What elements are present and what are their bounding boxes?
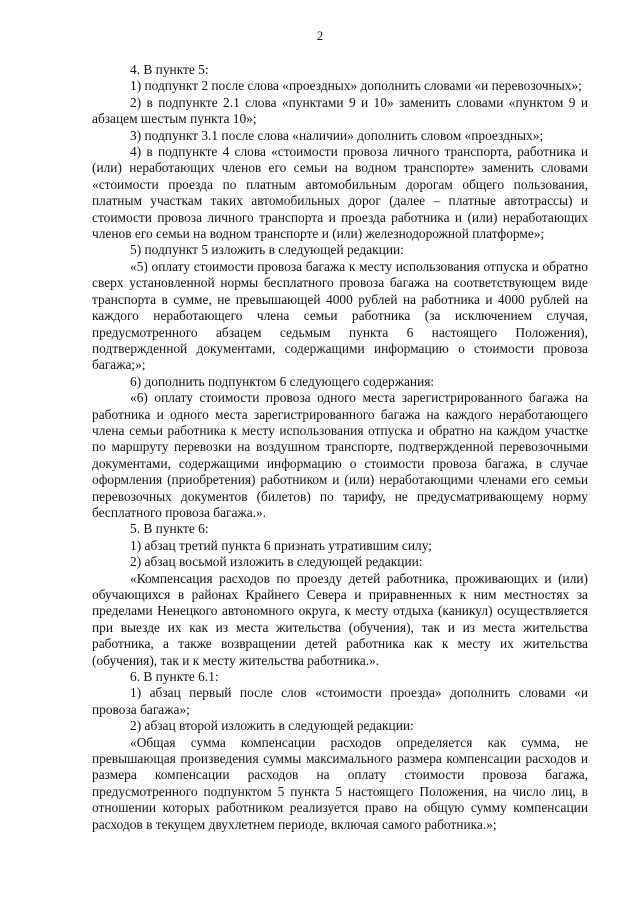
document-body [92, 62, 588, 833]
paragraph: 1) абзац первый после слов «стоимости проезда» дополнить словами «и провоза багажа»; [92, 685, 588, 717]
paragraph: 2) в подпункте 2.1 слова «пунктами 9 и 10» заменить словами «пунктом 9 и абзацем шестым пункта 10»; [92, 94, 588, 127]
paragraph: 2) абзац второй изложить в следующей редакции: [130, 718, 414, 734]
paragraph: 1) подпункт 2 после слова «проездных» дополнить словами «и перевозочных»; [130, 78, 582, 94]
paragraph: «Компенсация расходов по проезду детей работника, проживающих и (или) обучающихся в районах Крайнего Севера и приравненных к ним местностях за пределами Ненецкого автономного округа, к месту отдыха (каникул) осуществляется при выезде их как из места жительства (обучения), так и из места жительства работника, а также возвращении детей работника как к месту их жительства (обучения), так и к месту жительства работника.». [92, 570, 588, 668]
paragraph: 4) в подпункте 4 слова «стоимости провоза личного транспорта, работника и (или) неработающих членов его семьи на водном транспорте» заменить словами «стоимости проезда по платным автомобильным дорогам общего пользования, платным участкам таких автомобильных дорог (далее – платные автотрассы) и стоимости провоза личного транспорта и проезда работника и (или) неработающих членов его семьи на водном транспорте и (или) железнодорожной платформе»; [92, 144, 588, 242]
paragraph: 3) подпункт 3.1 после слова «наличии» дополнить словом «проездных»; [130, 127, 544, 143]
paragraph: 6. В пункте 6.1: [130, 669, 219, 685]
page-number: 2 [316, 28, 324, 43]
paragraph: 2) абзац восьмой изложить в следующей редакции: [130, 554, 423, 570]
paragraph: 5. В пункте 6: [130, 521, 209, 537]
paragraph: 4. В пункте 5: [130, 62, 209, 77]
paragraph: «Общая сумма компенсации расходов определяется как сумма, не превышающая произведения суммы максимального размера компенсации расходов и размера компенсации расходов на оплату стоимости провоза багажа, предусмотренного подпунктом 5 пункта 5 настоящего Положения, на число лиц, в отношении которых работником реализуется право на общую сумму компенсации расходов в текущем двухлетнем периоде, включая самого работника.»; [92, 734, 588, 832]
paragraph: 5) подпункт 5 изложить в следующей редакции: [130, 242, 404, 258]
paragraph: 1) абзац третий пункта 6 признать утратившим силу; [130, 537, 432, 553]
paragraph: 6) дополнить подпунктом 6 следующего содержания: [130, 373, 435, 389]
paragraph: «5) оплату стоимости провоза багажа к месту использования отпуска и обратно сверх установленной нормы бесплатного провоза багажа на соответствующем виде транспорта в сумме, не превышающей 4000 рублей на работника и 4000 рублей на каждого неработающего члена семьи работника (за исключением случая, предусмотренного абзацем седьмым пункта 6 настоящего Положения), подтвержденной документами, содержащими информацию о стоимости провоза багажа;»; [92, 258, 588, 373]
paragraph: «6) оплату стоимости провоза одного места зарегистрированного багажа на работника и одного места зарегистрированного багажа на каждого неработающего члена семьи работника к месту использования отпуска и обратно на каждом участке по маршруту перевозки на воздушном транспорте, подтвержденной перевозочными документами, содержащими информацию о стоимости провоза багажа, в случае оформления (приобретения) работником и (или) неработающими членами его семьи перевозочных документов (билетов) по тарифу, не предусматривающему норму бесплатного провоза багажа.». [92, 390, 588, 520]
